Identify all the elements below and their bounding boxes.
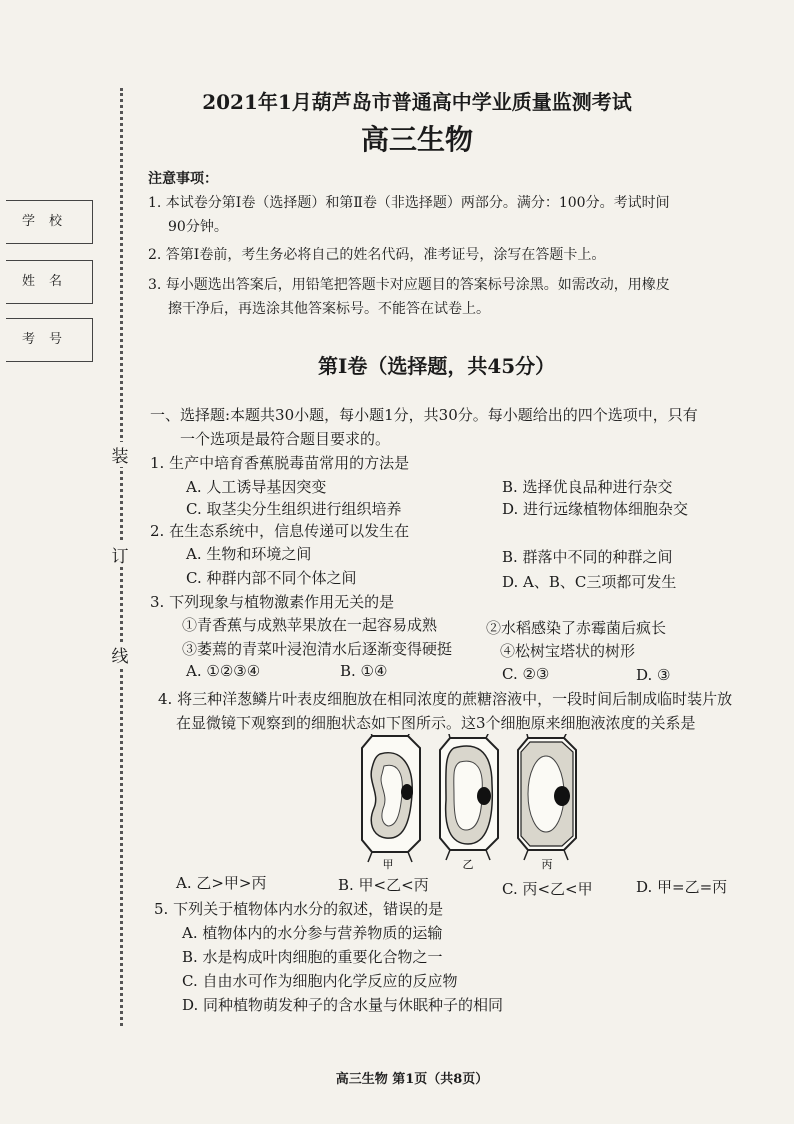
q1-option-a: A. 人工诱导基因突变	[186, 478, 327, 496]
q2-stem: 2. 在生态系统中，信息传递可以发生在	[150, 522, 410, 540]
q3-option-d: D. ③	[636, 666, 671, 684]
q4-stem-line2: 在显微镜下观察到的细胞状态如下图所示。这3个细胞原来细胞液浓度的关系是	[176, 714, 696, 732]
q1-option-b: B. 选择优良品种进行杂交	[502, 478, 673, 496]
cell-label-bing: 丙	[541, 858, 553, 871]
exam-number-label: 考号	[22, 332, 77, 347]
q3-item-4: ④松树宝塔状的树形	[500, 642, 636, 660]
q4-option-c: C. 丙<乙<甲	[502, 880, 593, 898]
q4-stem-line1: 4. 将三种洋葱鳞片叶表皮细胞放在相同浓度的蔗糖溶液中，一段时间后制成临时装片放	[158, 690, 733, 708]
q5-option-d: D. 同种植物萌发种子的含水量与休眠种子的相同	[182, 996, 504, 1014]
q3-option-b: B. ①④	[340, 662, 388, 680]
section-heading: 第Ⅰ卷（选择题，共45分）	[318, 354, 556, 378]
binding-char-xian: 线	[108, 642, 132, 667]
q4-option-b: B. 甲<乙<丙	[338, 876, 429, 894]
school-label: 学校	[22, 214, 77, 229]
q5-stem: 5. 下列关于植物体内水分的叙述，错误的是	[154, 900, 444, 918]
q1-option-c: C. 取茎尖分生组织进行组织培养	[186, 500, 402, 518]
cell-label-yi: 乙	[462, 858, 474, 871]
q1-stem: 1. 生产中培育香蕉脱毒苗常用的方法是	[150, 454, 410, 472]
section-intro-line1: 一、选择题:本题共30小题，每小题1分，共30分。每小题给出的四个选项中，只有	[150, 406, 698, 424]
q3-item-1: ①青香蕉与成熟苹果放在一起容易成熟	[182, 616, 438, 634]
q3-option-a: A. ①②③④	[186, 662, 261, 680]
q5-option-b: B. 水是构成叶肉细胞的重要化合物之一	[182, 948, 443, 966]
cell-label-jia: 甲	[382, 858, 394, 871]
cell-yi	[440, 734, 498, 860]
q2-option-b: B. 群落中不同的种群之间	[502, 548, 673, 566]
q2-option-c: C. 种群内部不同个体之间	[186, 569, 357, 587]
q1-option-d: D. 进行远缘植物体细胞杂交	[502, 500, 689, 518]
exam-subtitle: 高三生物	[360, 123, 473, 156]
notice-item-1-cont: 90分钟。	[168, 219, 228, 235]
q3-stem: 3. 下列现象与植物激素作用无关的是	[150, 593, 395, 611]
cell-bing	[518, 734, 576, 860]
binding-char-ding: 订	[108, 542, 132, 567]
cell-figure	[350, 734, 590, 874]
exam-title: 2021年1月葫芦岛市普通高中学业质量监测考试	[202, 90, 632, 114]
notice-item-1: 1. 本试卷分第Ⅰ卷（选择题）和第Ⅱ卷（非选择题）两部分。满分：100分。考试时间	[148, 195, 670, 211]
notice-item-3: 3. 每小题选出答案后，用铅笔把答题卡对应题目的答案标号涂黑。如需改动，用橡皮	[148, 277, 670, 293]
q5-option-a: A. 植物体内的水分参与营养物质的运输	[182, 924, 443, 942]
notice-heading: 注意事项：	[148, 171, 218, 187]
notice-item-3-cont: 擦干净后，再选涂其他答案标号。不能答在试卷上。	[168, 301, 490, 317]
page-footer: 高三生物 第1页（共8页）	[335, 1072, 489, 1087]
cell-jia	[362, 734, 420, 862]
section-intro-line2: 一个选项是最符合题目要求的。	[180, 430, 391, 448]
q3-option-c: C. ②③	[502, 665, 550, 683]
name-label: 姓名	[22, 274, 77, 289]
q4-option-a: A. 乙>甲>丙	[176, 874, 267, 892]
q2-option-d: D. A、B、C三项都可发生	[502, 573, 677, 591]
q3-item-3: ③萎蔫的青菜叶浸泡清水后逐渐变得硬挺	[182, 640, 453, 658]
q2-option-a: A. 生物和环境之间	[186, 545, 312, 563]
q5-option-c: C. 自由水可作为细胞内化学反应的反应物	[182, 972, 458, 990]
q4-option-d: D. 甲=乙=丙	[636, 878, 728, 896]
q3-item-2: ②水稻感染了赤霉菌后疯长	[486, 619, 667, 637]
binding-char-zhuang: 装	[108, 442, 132, 467]
notice-item-2: 2. 答第Ⅰ卷前，考生务必将自己的姓名代码，准考证号，涂写在答题卡上。	[148, 247, 606, 263]
